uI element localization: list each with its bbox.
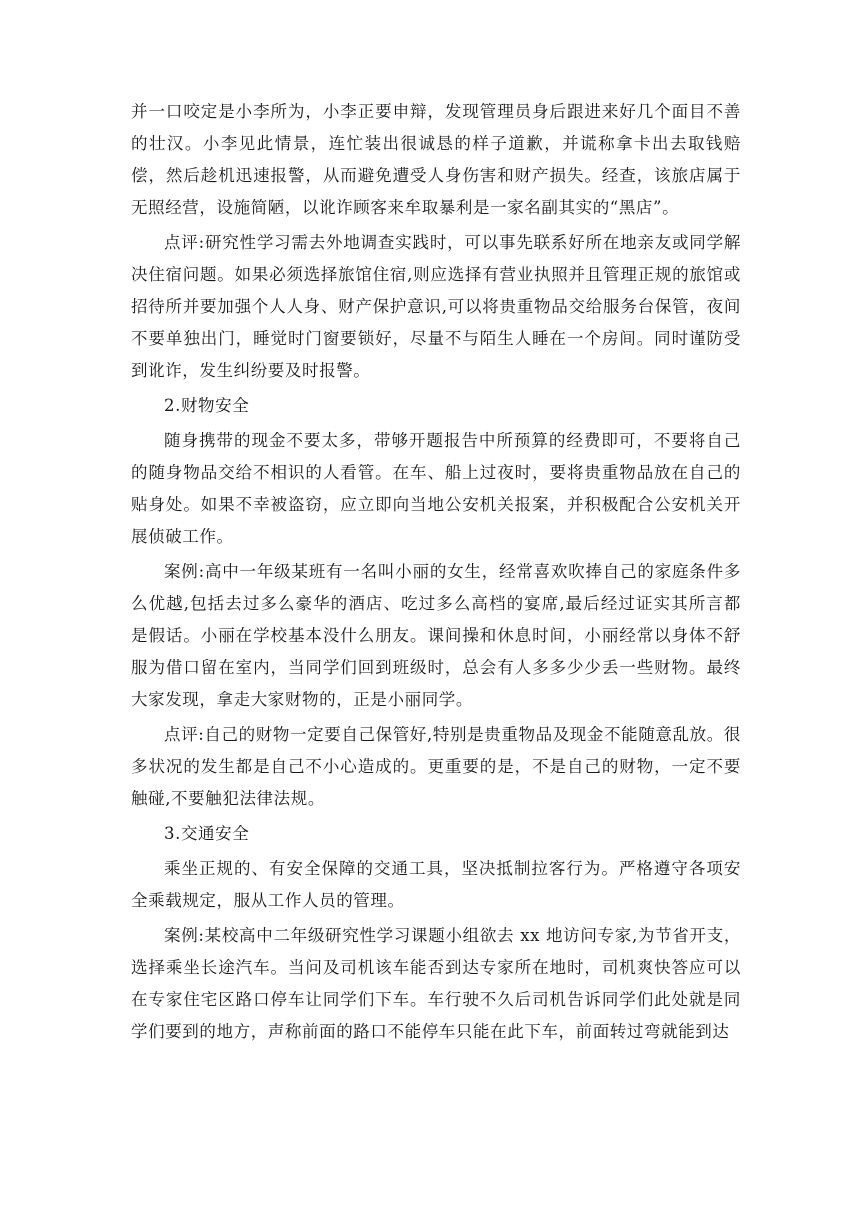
paragraph-traffic-advice: 乘坐正规的、有安全保障的交通工具，坚决抵制拉客行为。严格遵守各项安全乘载规定，服从工作人员的管理。 <box>131 859 741 910</box>
paragraph-continuation: 并一口咬定是小李所为，小李正要申辩，发现管理员身后跟进来好几个面目不善的壮汉。小李见此情景，连忙装出很诚恳的样子道歉，并谎称拿卡出去取钱赔偿，然后趁机迅速报警，从而避免遭受人身伤害和财产损失。经查，该旅店属于无照经营，设施简陋，以讹诈顾客来牟取暴利是一家名副其实的“黑店”。 <box>131 102 741 217</box>
document-body <box>131 96 741 1051</box>
paragraph-property-advice: 随身携带的现金不要太多，带够开题报告中所预算的经费即可，不要将自己的随身物品交给不相识的人看管。在车、船上过夜时，要将贵重物品放在自己的贴身处。如果不幸被盗窃，应立即向当地公安机关报案，并积极配合公安机关开展侦破工作。 <box>131 431 741 546</box>
paragraph-comment-property: 点评:自己的财物一定要自己保管好,特别是贵重物品及现金不能随意乱放。很多状况的发生都是自己不小心造成的。更重要的是，不是自己的财物，一定不要触碰,不要触犯法律法规。 <box>131 725 741 808</box>
section-heading-property-safety: 2.财物安全 <box>164 396 250 415</box>
section-heading-traffic-safety: 3.交通安全 <box>164 824 250 843</box>
paragraph-case-property: 案例:高中一年级某班有一名叫小丽的女生，经常喜欢吹捧自己的家庭条件多么优越,包括去过多么豪华的酒店、吃过多么高档的宴席,最后经过证实其所言都是假话。小丽在学校基本没什么朋友。课间操和休息时间，小丽经常以身体不舒服为借口留在室内，当同学们回到班级时，总会有人多多少少丢一些财物。最终大家发现，拿走大家财物的，正是小丽同学。 <box>131 562 741 709</box>
paragraph-case-traffic: 案例:某校高中二年级研究性学习课题小组欲去 xx 地访问专家,为节省开支，选择乘坐长途汽车。当问及司机该车能否到达专家所在地时，司机爽快答应可以在专家住宅区路口停车让同学们下车。车行驶不久后司机告诉同学们此处就是同学们要到的地方，声称前面的路口不能停车只能在此下车，前面转过弯就能到达 <box>131 926 741 1041</box>
paragraph-comment-lodging: 点评:研究性学习需去外地调查实践时，可以事先联系好所在地亲友或同学解决住宿问题。如果必须选择旅馆住宿,则应选择有营业执照并且管理正规的旅馆或招待所并要加强个人人身、财产保护意识,可以将贵重物品交给服务台保管，夜间不要单独出门，睡觉时门窗要锁好，尽量不与陌生人睡在一个房间。同时谨防受到讹诈，发生纠纷要及时报警。 <box>131 233 741 380</box>
